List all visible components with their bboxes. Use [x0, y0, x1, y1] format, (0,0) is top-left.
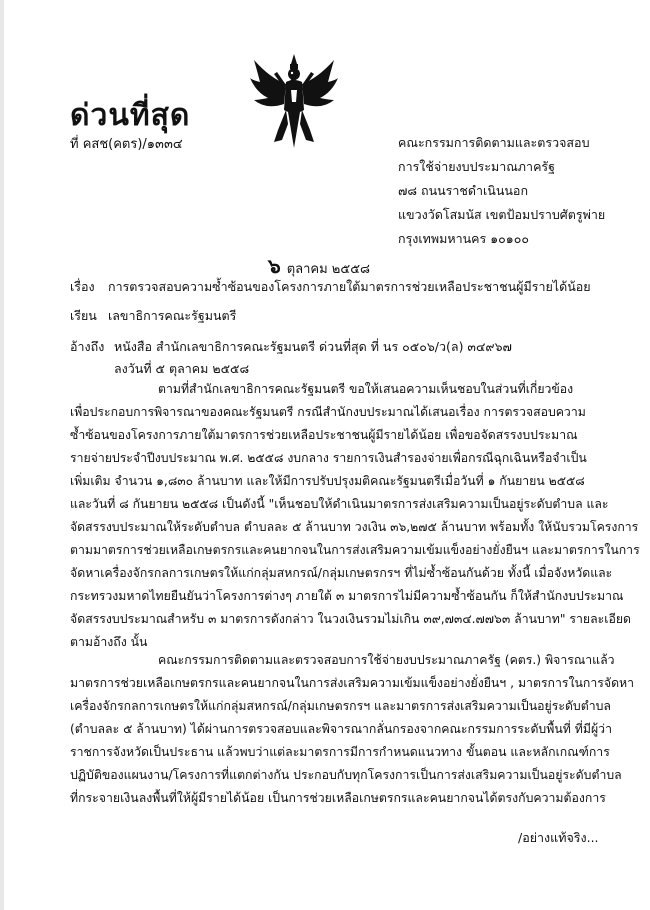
reference-date: ลงวันที่ ๕ ตุลาคม ๒๕๕๘	[114, 361, 250, 376]
recipient-line	[70, 306, 236, 326]
recipient-text: เลขาธิการคณะรัฐมนตรี	[108, 308, 237, 323]
paragraph-line: คณะกรรมการติดตามและตรวจสอบการใช้จ่ายงบประมาณภาครัฐ (คตร.) พิจารณาแล้ว	[158, 653, 615, 667]
paragraph-line: มาตรการช่วยเหลือเกษตรกรและคนยากจนในการส่งเสริมความเข้มแข็งอย่างยั่งยืนฯ , มาตรการในการจัดหา	[70, 676, 635, 690]
recipient-label: เรียน	[70, 308, 97, 323]
document-number: ที่ คสช(คตร)/๑๓๓๔	[70, 137, 183, 152]
paragraph-line: เพิ่มเติม จำนวน ๑,๘๓๐ ล้านบาท และให้มีการปรับปรุงมติคณะรัฐมนตรีเมื่อวันที่ ๑ กันยายน ๒๕๕๘	[70, 474, 585, 488]
paragraph-line: ตามอ้างถึง นั้น	[70, 635, 148, 649]
page-edge-shadow	[0, 0, 4, 910]
subject-line	[70, 277, 591, 297]
sender-address-line-1: คณะกรรมการติดตามและตรวจสอบ	[398, 135, 590, 150]
paragraph-line: กระทรวงมหาดไทยยืนยันว่าโครงการต่างๆ ภายใต้ ๓ มาตรการไม่มีความซ้ำซ้อนกัน ก็ให้สำนักงบประมาณ	[70, 589, 624, 603]
subject-text: การตรวจสอบความซ้ำซ้อนของโครงการภายใต้มาตรการช่วยเหลือประชาชนผู้มีรายได้น้อย	[108, 279, 591, 294]
urgency-stamp: ด่วนที่สุด	[70, 98, 191, 133]
paragraph-line: เครื่องจักรกลการเกษตรให้แก่กลุ่มสหกรณ์/กลุ่มเกษตรกรฯ และมาตรการส่งเสริมความเป็นอยู่ระดับตำบล	[70, 699, 611, 713]
paragraph-line: จัดสรรงบประมาณสำหรับ ๓ มาตรการดังกล่าว ในวงเงินรวมไม่เกิน ๓๙,๗๓๔.๗๗๖๓ ล้านบาท" รายละเอียด	[70, 612, 632, 626]
date-month-year: ตุลาคม ๒๕๕๘	[286, 262, 371, 277]
sender-address-line-3: ๗๘ ถนนราชดำเนินนอก	[398, 183, 529, 198]
sender-address-line-5: กรุงเทพมหานคร ๑๐๑๐๐	[398, 231, 529, 246]
paragraph-line: ราชการจังหวัดเป็นประธาน แล้วพบว่าแต่ละมาตรการมีการกำหนดแนวทาง ขั้นตอน และหลักเกณฑ์การ	[70, 745, 610, 759]
paragraph-line: ตามมาตรการช่วยเหลือเกษตรกรและคนยากจนในการส่งเสริมความเข้มแข็งอย่างยั่งยืนฯ และมาตรการในการ	[70, 543, 640, 557]
sender-address-line-2: การใช้จ่ายงบประมาณภาครัฐ	[398, 159, 556, 174]
paragraph-line: รายจ่ายประจำปีงบประมาณ พ.ศ. ๒๕๕๘ งบกลาง รายการเงินสำรองจ่ายเพื่อกรณีฉุกเฉินหรือจำเป็น	[70, 451, 587, 465]
paragraph-line: จัดสรรงบประมาณให้ระดับตำบล ตำบลละ ๕ ล้านบาท วงเงิน ๓๖,๒๗๕ ล้านบาท พร้อมทั้ง ให้นับรวมโครงการ	[70, 520, 639, 534]
subject-label: เรื่อง	[70, 279, 95, 294]
paragraph-line: จัดหาเครื่องจักรกลการเกษตรให้แก่กลุ่มสหกรณ์/กลุ่มเกษตรกรฯ ที่ไม่ซ้ำซ้อนกันด้วย ทั้งนี้ เมื่อจังหวัดและ	[70, 566, 613, 580]
body-paragraph-1	[70, 378, 640, 654]
paragraph-line: ตามที่สำนักเลขาธิการคณะรัฐมนตรี ขอให้เสนอความเห็นชอบในส่วนที่เกี่ยวข้อง	[158, 382, 574, 396]
reference-line	[70, 337, 512, 357]
sender-address-line-4: แขวงวัดโสมนัส เขตป้อมปราบศัตรูพ่าย	[398, 207, 606, 222]
date-day: ๖	[268, 254, 281, 278]
paragraph-line: ปฏิบัติของแผนงาน/โครงการที่แตกต่างกัน ประกอบกับทุกโครงการเป็นการส่งเสริมความเป็นอยู่ระดับตำบล	[70, 768, 622, 782]
continuation-marker: /อย่างแท้จริง...	[518, 830, 599, 845]
paragraph-line: ซ้ำซ้อนของโครงการภายใต้มาตรการช่วยเหลือประชาชนผู้มีรายได้น้อย เพื่อขอจัดสรรงบประมาณ	[70, 428, 578, 442]
paragraph-line: เพื่อประกอบการพิจารณาของคณะรัฐมนตรี กรณีสำนักงบประมาณได้เสนอเรื่อง การตรวจสอบความ	[70, 405, 586, 419]
paragraph-line: และวันที่ ๘ กันยายน ๒๕๕๘ เป็นดังนี้ "เห็นชอบให้ดำเนินมาตรการส่งเสริมความเป็นอยู่ระดับตำบล และ	[70, 497, 609, 511]
paragraph-line: ที่กระจายเงินลงพื้นที่ให้ผู้มีรายได้น้อย เป็นการช่วยเหลือเกษตรกรและคนยากจนได้ตรงกับความต้องการ	[70, 791, 606, 805]
reference-text: หนังสือ สำนักเลขาธิการคณะรัฐมนตรี ด่วนที่สุด ที่ นร ๐๕๐๖/ว(ล) ๓๔๙๖๗	[114, 339, 512, 354]
reference-label: อ้างถึง	[70, 339, 105, 354]
paragraph-line: (ตำบลละ ๕ ล้านบาท) ได้ผ่านการตรวจสอบและพิจารณากลั่นกรองจากคณะกรรมการระดับพื้นที่ ที่มีผู้ว่า	[70, 722, 612, 736]
garuda-emblem-icon	[248, 52, 340, 152]
body-paragraph-2	[70, 649, 634, 810]
